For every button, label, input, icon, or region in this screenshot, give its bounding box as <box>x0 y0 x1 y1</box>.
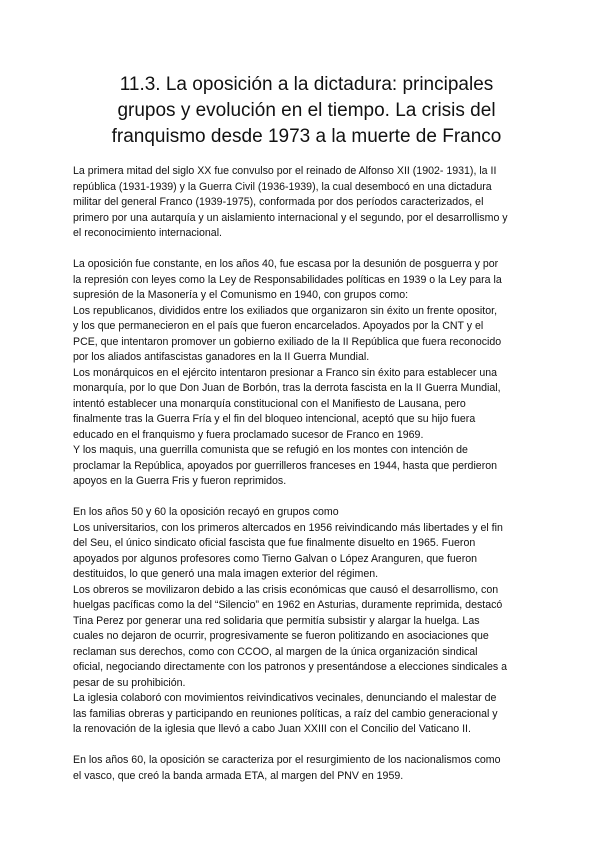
paragraph <box>73 257 540 490</box>
text-line: En los años 60, la oposición se caracteriza por el resurgimiento de los nacionalismos como <box>73 754 501 766</box>
text-line: intentó establecer una monarquía constitucional con el Manifiesto de Lausana, pero <box>73 397 466 410</box>
text-line: el reconocimiento internacional. <box>73 227 222 239</box>
text-line: apoyos en la Guerra Fris y fueron reprimidos. <box>73 475 287 487</box>
text-line: La oposición fue constante, en los años 40, fue escasa por la desunión de posguerra y por <box>73 258 499 270</box>
title-line: 11.3. La oposición a la dictadura: principales <box>119 74 494 95</box>
text-line: monarquía, por lo que Don Juan de Borbón, tras la derrota fascista en la II Guerra Mundial, <box>73 382 501 394</box>
text-line: En los años 50 y 60 la oposición recayó en grupos como <box>73 506 339 518</box>
text-line: apoyados por algunos profesores como Tierno Galvan o López Aranguren, que fueron <box>73 552 478 565</box>
paragraph-gap <box>73 490 540 506</box>
document-body <box>73 164 540 784</box>
text-line: Y los maquis, una guerrilla comunista que se refugió en los montes con intención de <box>73 444 468 456</box>
text-line: La iglesia colaboró con movimientos reivindicativos vecinales, denunciando el malestar de <box>73 692 497 704</box>
text-line: educado en el franquismo y fuera proclamado sucesor de Franco en 1969. <box>73 428 424 441</box>
text-line: Los monárquicos en el ejército intentaron presionar a Franco sin éxito para establecer una <box>73 366 497 379</box>
document-title <box>73 72 540 150</box>
title-line: grupos y evolución en el tiempo. La crisis del <box>117 100 496 121</box>
text-line: la renovación de la iglesia que llevó a cabo Juan XXIII con el Concilio del Vaticano II. <box>73 723 471 735</box>
text-line: PCE, que intentaron promover un gobierno exiliado de la II República que fuera reconocido <box>73 335 502 348</box>
text-line: La primera mitad del siglo XX fue convulso por el reinado de Alfonso XII (1902- 1931), la II <box>73 165 497 177</box>
paragraph <box>73 753 540 784</box>
paragraph <box>73 164 540 242</box>
text-line: huelgas pacíficas como la del “Silencio” en 1962 en Asturias, duramente reprimida, destacó <box>73 599 503 611</box>
text-line: del Seu, el único sindicato oficial fascista que fue finalmente disuelto en 1965. Fueron <box>73 537 476 549</box>
text-line: las familias obreras y participando en reuniones políticas, a raíz del cambio generacional y <box>73 707 498 720</box>
text-line: reclaman sus derechos, como con CCOO, al margen de la única organización sindical <box>73 645 478 658</box>
text-line: destituidos, lo que generó una mala imagen exterior del régimen. <box>73 568 379 580</box>
text-line: y los que permanecieron en el país que fueron encarcelados. Apoyados por la CNT y el <box>73 320 484 332</box>
text-line: Los republicanos, divididos entre los exiliados que organizaron sin éxito un frente opositor, <box>73 304 498 317</box>
paragraph-gap <box>73 738 540 754</box>
text-line: el vasco, que creó la banda armada ETA, al margen del PNV en 1959. <box>73 769 404 782</box>
paragraph-gap <box>73 242 540 258</box>
paragraph <box>73 505 540 738</box>
text-line: por los aliados antifascistas ganadores en la II Guerra Mundial. <box>73 351 370 363</box>
text-line: Los universitarios, con los primeros altercados en 1956 reivindicando más libertades y el fin <box>73 521 503 534</box>
text-line: supresión de la Masonería y el Comunismo en 1940, con grupos como: <box>73 289 409 301</box>
text-line: pesar de su prohibición. <box>73 676 186 689</box>
text-line: Tina Perez por generar una red solidaria que permitía subsistir y alargar la huelga. Las <box>73 614 480 627</box>
text-line: proclamar la República, apoyados por guerrilleros franceses en 1944, hasta que perdieron <box>73 459 498 472</box>
text-line: militar del general Franco (1939-1975), conformada por dos períodos caracterizados, el <box>73 196 484 208</box>
text-line: república (1931-1939) y la Guerra Civil (1936-1939), la cual desembocó en una dictadura <box>73 180 492 193</box>
text-line: cuales no dejaron de ocurrir, progresivamente se fueron politizando en asociaciones que <box>73 630 489 642</box>
text-line: oficial, negociando directamente con los patronos y presentándose a elecciones sindicales a <box>73 661 508 673</box>
text-line: Los obreros se movilizaron debido a las crisis económicas que causó el desarrollismo, con <box>73 583 499 596</box>
text-line: finalmente tras la Guerra Fría y el fin del bloqueo intencional, aceptó que su hijo fuera <box>73 413 476 425</box>
text-line: primero por una autarquía y un aislamiento internacional y el segundo, por el desarrollismo y <box>73 211 508 224</box>
title-line: franquismo desde 1973 a la muerte de Franco <box>111 126 502 147</box>
text-line: la represión con leyes como la Ley de Responsabilidades políticas en 1939 o la Ley para la <box>73 273 502 286</box>
